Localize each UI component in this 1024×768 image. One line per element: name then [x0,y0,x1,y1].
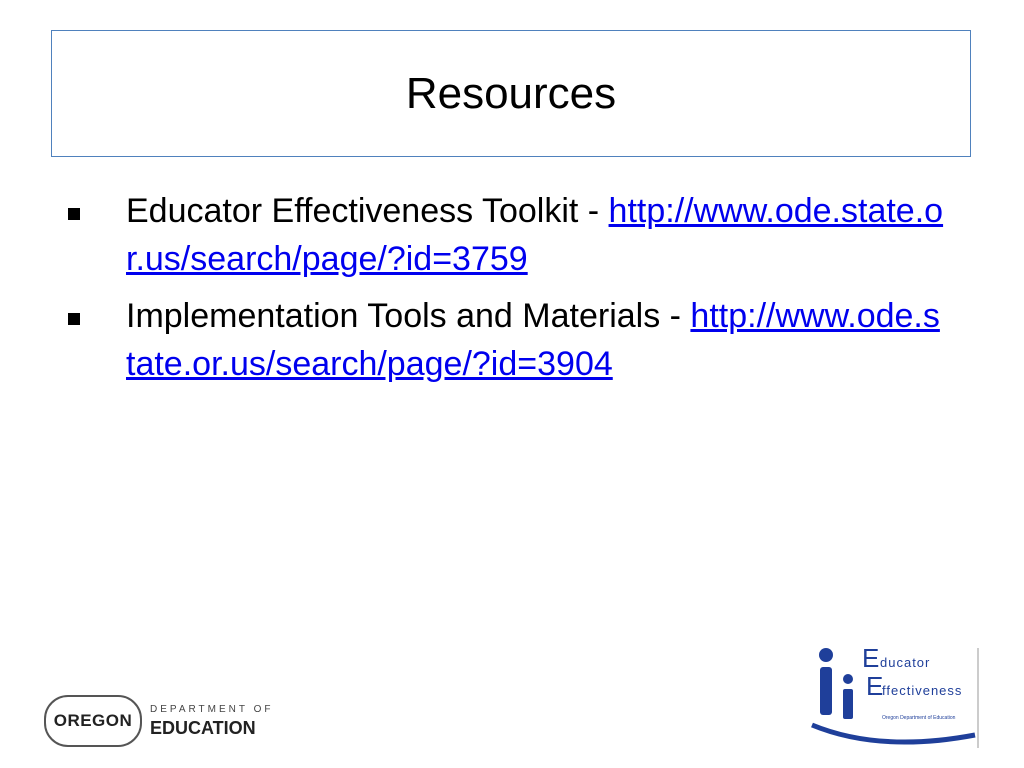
implementation-link[interactable]: http://www.ode.state.or.us/search/page/?id=3904 [126,297,940,383]
logo-line2: ffectiveness [882,683,963,698]
bullet-text: Implementation Tools and Materials - [126,297,691,336]
initial-e2: E [866,671,884,701]
department-label: DEPARTMENT OF [150,704,274,715]
bullet-item-toolkit [64,188,946,283]
square-bullet-icon [68,313,80,325]
education-label: EDUCATION [150,718,256,738]
figure-head-icon [819,648,833,662]
figure-body-icon [820,667,832,715]
educator-effectiveness-logo [810,645,985,750]
slide-title: Resources [405,68,617,118]
logo-subtitle: Oregon Department of Education [882,715,956,721]
doe-wordmark [150,705,273,737]
title-box [51,30,971,157]
logo-divider [977,648,979,748]
bullet-item-implementation [64,293,946,388]
swoosh-icon [812,725,975,742]
square-bullet-icon [68,208,80,220]
oregon-doe-logo [44,695,273,747]
toolkit-link[interactable]: http://www.ode.state.or.us/search/page/?id=3759 [126,192,944,278]
initial-e1: E [862,645,880,673]
bullet-list [64,188,964,398]
figure-head-icon [843,674,853,684]
figure-body-icon [843,689,853,719]
oregon-seal-icon: OREGON [44,695,142,747]
logo-line1: ducator [880,655,931,670]
bullet-text: Educator Effectiveness Toolkit - [126,192,609,230]
